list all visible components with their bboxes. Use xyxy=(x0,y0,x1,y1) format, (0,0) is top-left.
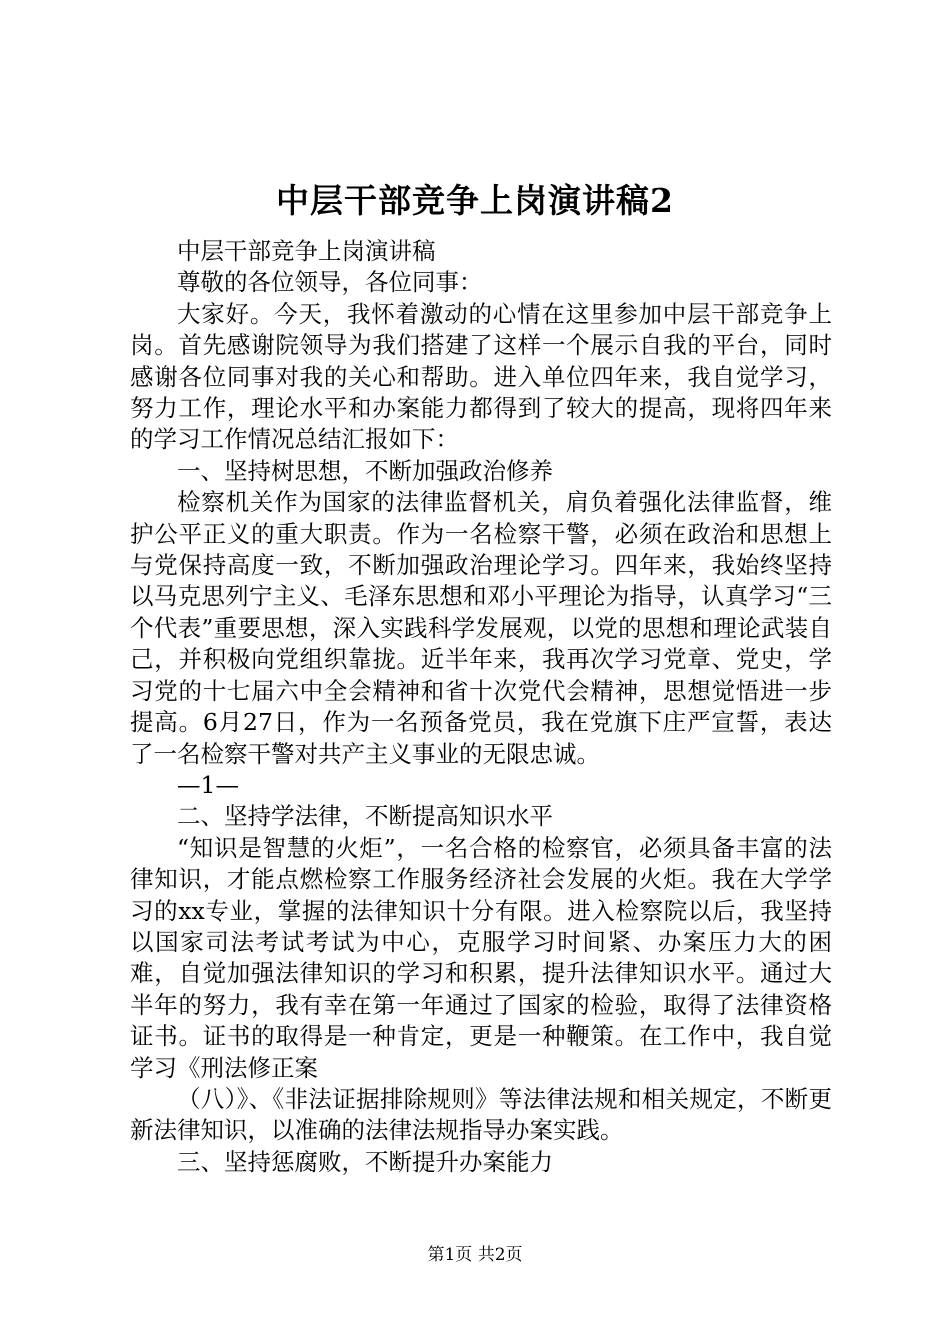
section-heading-2: 二、坚持学法律，不断提高知识水平 xyxy=(177,802,553,831)
paragraph-salutation: 尊敬的各位领导，各位同事： xyxy=(177,268,483,297)
section-heading-3: 三、坚持惩腐败，不断提升办案能力 xyxy=(177,1147,553,1176)
paragraph-section-2: “知识是智慧的火炬”，一名合格的检察官，必须具备丰富的法律知识，才能点燃检察工作服务经济社会发展的火炬。我在大学学习的xx专业，掌握的法律知识十分有限。进入检察院以后，我坚持以国家司法考试考试为中心，克服学习时间紧、办案压力大的困难，自觉加强法律知识的学习和积累，提升法律知识水平。通过大半年的努力，我有幸在第一年通过了国家的检验，取得了法律资格证书。证书的取得是一种肯定，更是一种鞭策。在工作中，我自觉学习《刑法修正案 xyxy=(130,833,832,1082)
section-heading-1: 一、坚持树思想，不断加强政治修养 xyxy=(177,456,553,485)
paragraph-section-2-cont: （八）》、《非法证据排除规则》等法律法规和相关规定，不断更新法律知识，以准确的法律法规指导办案实践。 xyxy=(130,1084,832,1145)
paragraph-intro: 大家好。今天，我怀着激动的心情在这里参加中层干部竞争上岗。首先感谢院领导为我们搭建了这样一个展示自我的平台，同时感谢各位同事对我的关心和帮助。进入单位四年来，我自觉学习，努力工作，理论水平和办案能力都得到了较大的提高，现将四年来的学习工作情况总结汇报如下： xyxy=(130,299,832,454)
document-title: 中层干部竞争上岗演讲稿2 xyxy=(276,181,674,220)
inline-page-marker: —1— xyxy=(177,770,239,799)
document-body xyxy=(130,236,832,1178)
paragraph-heading: 中层干部竞争上岗演讲稿 xyxy=(177,237,436,265)
page-footer: 第1页 共2页 xyxy=(427,1245,523,1265)
paragraph-section-1: 检察机关作为国家的法律监督机关，肩负着强化法律监督，维护公平正义的重大职责。作为一名检察干警，必须在政治和思想上与党保持高度一致，不断加强政治理论学习。四年来，我始终坚持以马克思列宁主义、毛泽东思想和邓小平理论为指导，认真学习“三个代表”重要思想，深入实践科学发展观，以党的思想和理论武装自己，并积极向党组织靠拢。近半年来，我再次学习党章、党史，学习党的十七届六中全会精神和省十次党代会精神，思想觉悟进一步提高。6月27日，作为一名预备党员，我在党旗下庄严宣誓，表达了一名检察干警对共产主义事业的无限忠诚。 xyxy=(130,488,832,768)
